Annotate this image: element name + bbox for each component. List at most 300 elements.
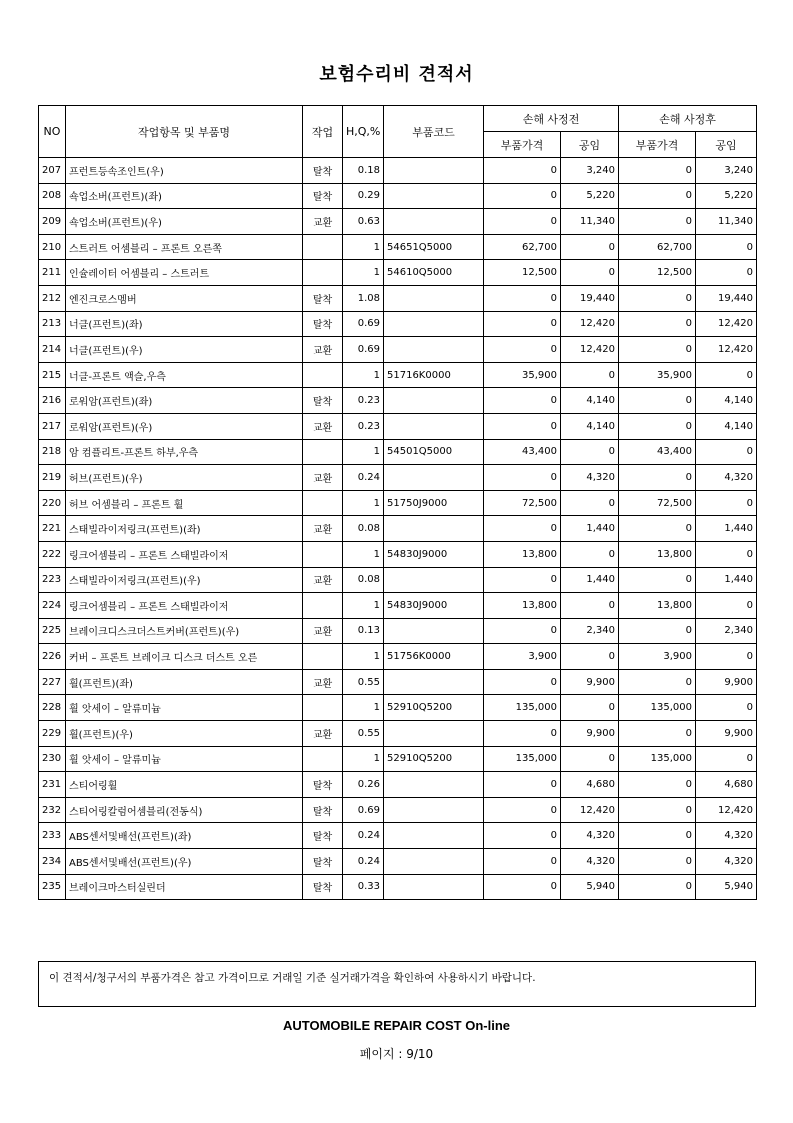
row-part-code — [384, 413, 484, 439]
table-row — [39, 541, 757, 567]
row-before-part-price: 72,500 — [484, 490, 561, 516]
row-hq: 1 — [343, 362, 384, 388]
table-row — [39, 465, 757, 491]
row-work-type: 교환 — [303, 209, 343, 235]
row-number: 229 — [39, 721, 66, 747]
row-hq: 0.24 — [343, 849, 384, 875]
table-row — [39, 413, 757, 439]
row-hq: 1 — [343, 439, 384, 465]
row-before-part-price: 135,000 — [484, 695, 561, 721]
row-after-labor: 4,320 — [696, 849, 757, 875]
row-work-type: 탈착 — [303, 823, 343, 849]
header-work: 작업 — [303, 106, 343, 158]
row-number: 228 — [39, 695, 66, 721]
row-work-type — [303, 439, 343, 465]
row-after-part-price: 0 — [619, 823, 696, 849]
header-after-adjustment: 손해 사정후 — [619, 106, 757, 132]
header-after-labor: 공임 — [696, 132, 757, 158]
table-row — [39, 874, 757, 900]
row-after-part-price: 135,000 — [619, 746, 696, 772]
row-work-type: 탈착 — [303, 849, 343, 875]
row-item-name: 링크어셈블리 – 프론트 스태빌라이저 — [66, 593, 303, 619]
row-work-type: 탈착 — [303, 158, 343, 184]
row-before-labor: 1,440 — [561, 516, 619, 542]
row-number: 235 — [39, 874, 66, 900]
row-number: 223 — [39, 567, 66, 593]
row-work-type: 교환 — [303, 567, 343, 593]
header-after-part-price: 부품가격 — [619, 132, 696, 158]
header-hq: H,Q,% — [343, 106, 384, 158]
table-row — [39, 183, 757, 209]
row-before-part-price: 135,000 — [484, 746, 561, 772]
row-item-name: 휠 앗세이 – 알류미늄 — [66, 746, 303, 772]
header-before-part-price: 부품가격 — [484, 132, 561, 158]
row-part-code: 52910Q5200 — [384, 746, 484, 772]
row-after-part-price: 0 — [619, 618, 696, 644]
row-after-labor: 0 — [696, 593, 757, 619]
row-number: 220 — [39, 490, 66, 516]
row-number: 212 — [39, 285, 66, 311]
row-after-part-price: 13,800 — [619, 593, 696, 619]
row-after-part-price: 0 — [619, 285, 696, 311]
row-hq: 0.33 — [343, 874, 384, 900]
row-part-code — [384, 516, 484, 542]
row-after-part-price: 0 — [619, 465, 696, 491]
row-hq: 0.24 — [343, 465, 384, 491]
row-number: 218 — [39, 439, 66, 465]
row-item-name: 스티어링휠 — [66, 772, 303, 798]
row-item-name: 스티어링칼럼어셈블리(전동식) — [66, 797, 303, 823]
row-after-labor: 0 — [696, 541, 757, 567]
row-hq: 0.26 — [343, 772, 384, 798]
row-before-part-price: 0 — [484, 823, 561, 849]
row-item-name: 로워암(프런트)(우) — [66, 413, 303, 439]
row-work-type: 탈착 — [303, 874, 343, 900]
row-part-code — [384, 874, 484, 900]
row-after-part-price: 3,900 — [619, 644, 696, 670]
row-after-labor: 3,240 — [696, 158, 757, 184]
row-before-part-price: 0 — [484, 797, 561, 823]
row-hq: 0.24 — [343, 823, 384, 849]
header-no: NO — [39, 106, 66, 158]
row-after-labor: 4,320 — [696, 465, 757, 491]
row-number: 215 — [39, 362, 66, 388]
row-item-name: 브레이크디스크더스트커버(프런트)(우) — [66, 618, 303, 644]
row-number: 214 — [39, 337, 66, 363]
row-work-type — [303, 260, 343, 286]
row-hq: 0.23 — [343, 388, 384, 414]
row-work-type — [303, 644, 343, 670]
row-after-labor: 1,440 — [696, 516, 757, 542]
table-row — [39, 746, 757, 772]
row-hq: 0.29 — [343, 183, 384, 209]
row-work-type: 탈착 — [303, 285, 343, 311]
table-row — [39, 311, 757, 337]
estimate-table — [38, 105, 757, 900]
row-hq: 1 — [343, 644, 384, 670]
row-after-part-price: 0 — [619, 849, 696, 875]
row-number: 231 — [39, 772, 66, 798]
row-hq: 0.69 — [343, 311, 384, 337]
row-part-code: 51750J9000 — [384, 490, 484, 516]
row-hq: 1 — [343, 593, 384, 619]
row-hq: 0.18 — [343, 158, 384, 184]
row-part-code — [384, 337, 484, 363]
row-before-part-price: 62,700 — [484, 234, 561, 260]
price-notice: 이 견적서/청구서의 부품가격은 참고 가격이므로 거래일 기준 실거래가격을 확인하여 사용하시기 바랍니다. — [38, 961, 756, 1007]
row-item-name: 커버 – 프론트 브레이크 디스크 더스트 오른 — [66, 644, 303, 670]
row-work-type: 교환 — [303, 465, 343, 491]
row-item-name: 휠 앗세이 – 알류미늄 — [66, 695, 303, 721]
table-row — [39, 516, 757, 542]
row-before-labor: 3,240 — [561, 158, 619, 184]
row-number: 233 — [39, 823, 66, 849]
row-part-code — [384, 797, 484, 823]
row-before-part-price: 0 — [484, 874, 561, 900]
row-before-labor: 4,320 — [561, 823, 619, 849]
row-work-type: 교환 — [303, 669, 343, 695]
row-part-code — [384, 183, 484, 209]
table-row — [39, 797, 757, 823]
table-row — [39, 618, 757, 644]
row-hq: 0.08 — [343, 567, 384, 593]
row-before-part-price: 0 — [484, 721, 561, 747]
row-before-labor: 9,900 — [561, 669, 619, 695]
row-before-labor: 0 — [561, 644, 619, 670]
row-hq: 1 — [343, 260, 384, 286]
header-before-adjustment: 손해 사정전 — [484, 106, 619, 132]
row-after-labor: 11,340 — [696, 209, 757, 235]
row-hq: 0.13 — [343, 618, 384, 644]
row-after-labor: 0 — [696, 644, 757, 670]
row-item-name: ABS센서및배선(프런트)(좌) — [66, 823, 303, 849]
table-row — [39, 695, 757, 721]
row-after-labor: 9,900 — [696, 669, 757, 695]
row-after-part-price: 13,800 — [619, 541, 696, 567]
row-after-part-price: 0 — [619, 337, 696, 363]
row-number: 224 — [39, 593, 66, 619]
row-part-code: 51756K0000 — [384, 644, 484, 670]
row-part-code — [384, 721, 484, 747]
row-part-code: 51716K0000 — [384, 362, 484, 388]
row-part-code: 54830J9000 — [384, 593, 484, 619]
row-number: 207 — [39, 158, 66, 184]
row-after-part-price: 72,500 — [619, 490, 696, 516]
header-part-code: 부품코드 — [384, 106, 484, 158]
row-before-labor: 0 — [561, 541, 619, 567]
row-before-part-price: 0 — [484, 567, 561, 593]
row-after-labor: 0 — [696, 362, 757, 388]
row-hq: 0.69 — [343, 337, 384, 363]
row-before-part-price: 0 — [484, 388, 561, 414]
row-before-labor: 4,140 — [561, 413, 619, 439]
row-before-labor: 4,320 — [561, 465, 619, 491]
row-before-labor: 0 — [561, 260, 619, 286]
row-before-part-price: 0 — [484, 849, 561, 875]
page-number: 페이지 : 9/10 — [359, 1047, 434, 1061]
row-after-labor: 0 — [696, 695, 757, 721]
row-after-labor: 0 — [696, 439, 757, 465]
row-before-part-price: 0 — [484, 669, 561, 695]
row-after-part-price: 0 — [619, 209, 696, 235]
table-row — [39, 567, 757, 593]
row-work-type — [303, 490, 343, 516]
row-part-code: 52910Q5200 — [384, 695, 484, 721]
row-part-code: 54830J9000 — [384, 541, 484, 567]
row-after-labor: 4,140 — [696, 388, 757, 414]
row-number: 209 — [39, 209, 66, 235]
row-work-type — [303, 541, 343, 567]
row-hq: 1 — [343, 746, 384, 772]
row-work-type: 탈착 — [303, 311, 343, 337]
row-after-part-price: 0 — [619, 772, 696, 798]
row-before-part-price: 0 — [484, 183, 561, 209]
row-after-part-price: 0 — [619, 183, 696, 209]
row-item-name: 너클(프런트)(우) — [66, 337, 303, 363]
row-before-part-price: 0 — [484, 209, 561, 235]
row-before-labor: 12,420 — [561, 311, 619, 337]
row-before-part-price: 0 — [484, 285, 561, 311]
row-part-code — [384, 823, 484, 849]
table-row — [39, 362, 757, 388]
row-part-code — [384, 567, 484, 593]
row-after-part-price: 0 — [619, 413, 696, 439]
row-hq: 0.69 — [343, 797, 384, 823]
row-hq: 1.08 — [343, 285, 384, 311]
row-hq: 1 — [343, 234, 384, 260]
table-row — [39, 772, 757, 798]
row-item-name: ABS센서및배선(프런트)(우) — [66, 849, 303, 875]
row-after-part-price: 35,900 — [619, 362, 696, 388]
row-item-name: 로워암(프런트)(좌) — [66, 388, 303, 414]
table-row — [39, 337, 757, 363]
row-before-labor: 0 — [561, 490, 619, 516]
row-before-part-price: 0 — [484, 772, 561, 798]
row-part-code — [384, 465, 484, 491]
row-work-type: 교환 — [303, 721, 343, 747]
table-row — [39, 439, 757, 465]
row-part-code — [384, 772, 484, 798]
row-after-part-price: 0 — [619, 669, 696, 695]
row-after-labor: 4,320 — [696, 823, 757, 849]
row-hq: 1 — [343, 490, 384, 516]
header-item: 작업항목 및 부품명 — [66, 106, 303, 158]
table-row — [39, 644, 757, 670]
row-part-code — [384, 388, 484, 414]
row-work-type — [303, 746, 343, 772]
row-work-type: 탈착 — [303, 797, 343, 823]
table-row — [39, 721, 757, 747]
row-hq: 0.55 — [343, 721, 384, 747]
row-before-labor: 0 — [561, 746, 619, 772]
row-before-part-price: 12,500 — [484, 260, 561, 286]
table-row — [39, 209, 757, 235]
row-work-type — [303, 593, 343, 619]
row-number: 222 — [39, 541, 66, 567]
row-before-labor: 4,320 — [561, 849, 619, 875]
header-before-labor: 공임 — [561, 132, 619, 158]
table-row — [39, 490, 757, 516]
row-after-labor: 4,680 — [696, 772, 757, 798]
row-before-labor: 19,440 — [561, 285, 619, 311]
row-after-part-price: 12,500 — [619, 260, 696, 286]
row-part-code — [384, 618, 484, 644]
row-after-labor: 5,940 — [696, 874, 757, 900]
table-row — [39, 285, 757, 311]
row-item-name: 휠(프런트)(우) — [66, 721, 303, 747]
row-after-labor: 0 — [696, 490, 757, 516]
row-before-labor: 0 — [561, 362, 619, 388]
row-after-part-price: 0 — [619, 388, 696, 414]
row-after-labor: 1,440 — [696, 567, 757, 593]
row-before-labor: 11,340 — [561, 209, 619, 235]
row-work-type — [303, 695, 343, 721]
row-after-labor: 0 — [696, 260, 757, 286]
row-item-name: 링크어셈블리 – 프론트 스태빌라이저 — [66, 541, 303, 567]
row-after-labor: 12,420 — [696, 337, 757, 363]
row-part-code — [384, 669, 484, 695]
row-before-labor: 5,940 — [561, 874, 619, 900]
table-row — [39, 669, 757, 695]
row-item-name: 허브 어셈블리 – 프론트 휠 — [66, 490, 303, 516]
row-before-part-price: 0 — [484, 618, 561, 644]
table-row — [39, 823, 757, 849]
row-before-labor: 0 — [561, 439, 619, 465]
document-title: 보험수리비 견적서 — [319, 64, 474, 85]
row-item-name: 휠(프런트)(좌) — [66, 669, 303, 695]
row-after-part-price: 0 — [619, 874, 696, 900]
row-before-part-price: 0 — [484, 158, 561, 184]
row-after-part-price: 0 — [619, 797, 696, 823]
row-hq: 1 — [343, 695, 384, 721]
row-item-name: 프런트등속조인트(우) — [66, 158, 303, 184]
row-after-labor: 19,440 — [696, 285, 757, 311]
row-number: 232 — [39, 797, 66, 823]
table-row — [39, 260, 757, 286]
row-hq: 0.23 — [343, 413, 384, 439]
row-before-labor: 12,420 — [561, 337, 619, 363]
row-after-labor: 12,420 — [696, 797, 757, 823]
row-after-labor: 2,340 — [696, 618, 757, 644]
row-after-part-price: 62,700 — [619, 234, 696, 260]
row-number: 211 — [39, 260, 66, 286]
row-item-name: 암 컴플리트-프론트 하부,우측 — [66, 439, 303, 465]
row-item-name: 스트러트 어셈블리 – 프론트 오른쪽 — [66, 234, 303, 260]
row-hq: 0.55 — [343, 669, 384, 695]
row-before-part-price: 3,900 — [484, 644, 561, 670]
row-work-type: 탈착 — [303, 183, 343, 209]
row-after-part-price: 135,000 — [619, 695, 696, 721]
row-before-labor: 12,420 — [561, 797, 619, 823]
row-number: 221 — [39, 516, 66, 542]
row-number: 217 — [39, 413, 66, 439]
row-part-code: 54610Q5000 — [384, 260, 484, 286]
row-number: 210 — [39, 234, 66, 260]
row-before-part-price: 0 — [484, 413, 561, 439]
row-before-part-price: 0 — [484, 516, 561, 542]
row-before-part-price: 0 — [484, 311, 561, 337]
row-after-part-price: 0 — [619, 311, 696, 337]
row-work-type: 교환 — [303, 618, 343, 644]
row-hq: 0.08 — [343, 516, 384, 542]
row-before-part-price: 35,900 — [484, 362, 561, 388]
row-number: 227 — [39, 669, 66, 695]
row-before-part-price: 0 — [484, 465, 561, 491]
row-item-name: 스태빌라이저링크(프런트)(좌) — [66, 516, 303, 542]
row-before-labor: 9,900 — [561, 721, 619, 747]
row-before-part-price: 43,400 — [484, 439, 561, 465]
row-part-code — [384, 285, 484, 311]
estimate-rows — [39, 158, 757, 900]
row-before-part-price: 0 — [484, 337, 561, 363]
row-item-name: 너클-프론트 액슬,우측 — [66, 362, 303, 388]
row-number: 234 — [39, 849, 66, 875]
row-before-labor: 2,340 — [561, 618, 619, 644]
row-before-labor: 0 — [561, 593, 619, 619]
row-before-labor: 0 — [561, 234, 619, 260]
row-item-name: 너클(프런트)(좌) — [66, 311, 303, 337]
row-hq: 0.63 — [343, 209, 384, 235]
footer-brand: AUTOMOBILE REPAIR COST On-line — [282, 1018, 511, 1033]
row-part-code — [384, 209, 484, 235]
row-item-name: 쇽업소버(프런트)(좌) — [66, 183, 303, 209]
row-number: 213 — [39, 311, 66, 337]
row-after-part-price: 0 — [619, 567, 696, 593]
row-after-labor: 9,900 — [696, 721, 757, 747]
row-after-labor: 4,140 — [696, 413, 757, 439]
row-item-name: 엔진크로스멤버 — [66, 285, 303, 311]
table-row — [39, 593, 757, 619]
row-after-part-price: 0 — [619, 516, 696, 542]
row-item-name: 인슐레이터 어셈블리 – 스트러트 — [66, 260, 303, 286]
row-part-code: 54651Q5000 — [384, 234, 484, 260]
table-row — [39, 388, 757, 414]
row-work-type — [303, 234, 343, 260]
row-after-labor: 0 — [696, 234, 757, 260]
row-after-labor: 5,220 — [696, 183, 757, 209]
row-after-labor: 12,420 — [696, 311, 757, 337]
row-item-name: 허브(프런트)(우) — [66, 465, 303, 491]
row-hq: 1 — [343, 541, 384, 567]
row-before-labor: 4,680 — [561, 772, 619, 798]
row-part-code — [384, 849, 484, 875]
row-before-part-price: 13,800 — [484, 593, 561, 619]
row-after-part-price: 43,400 — [619, 439, 696, 465]
row-item-name: 스태빌라이저링크(프런트)(우) — [66, 567, 303, 593]
row-after-part-price: 0 — [619, 721, 696, 747]
row-work-type: 교환 — [303, 337, 343, 363]
row-before-labor: 0 — [561, 695, 619, 721]
row-number: 226 — [39, 644, 66, 670]
row-before-labor: 1,440 — [561, 567, 619, 593]
row-before-labor: 4,140 — [561, 388, 619, 414]
row-item-name: 브레이크마스터실린더 — [66, 874, 303, 900]
row-work-type: 탈착 — [303, 388, 343, 414]
table-row — [39, 849, 757, 875]
row-part-code — [384, 158, 484, 184]
row-after-labor: 0 — [696, 746, 757, 772]
row-item-name: 쇽업소버(프런트)(우) — [66, 209, 303, 235]
row-work-type: 교환 — [303, 413, 343, 439]
row-work-type — [303, 362, 343, 388]
row-number: 230 — [39, 746, 66, 772]
row-part-code: 54501Q5000 — [384, 439, 484, 465]
row-number: 219 — [39, 465, 66, 491]
row-work-type: 탈착 — [303, 772, 343, 798]
table-row — [39, 234, 757, 260]
row-number: 208 — [39, 183, 66, 209]
row-before-labor: 5,220 — [561, 183, 619, 209]
